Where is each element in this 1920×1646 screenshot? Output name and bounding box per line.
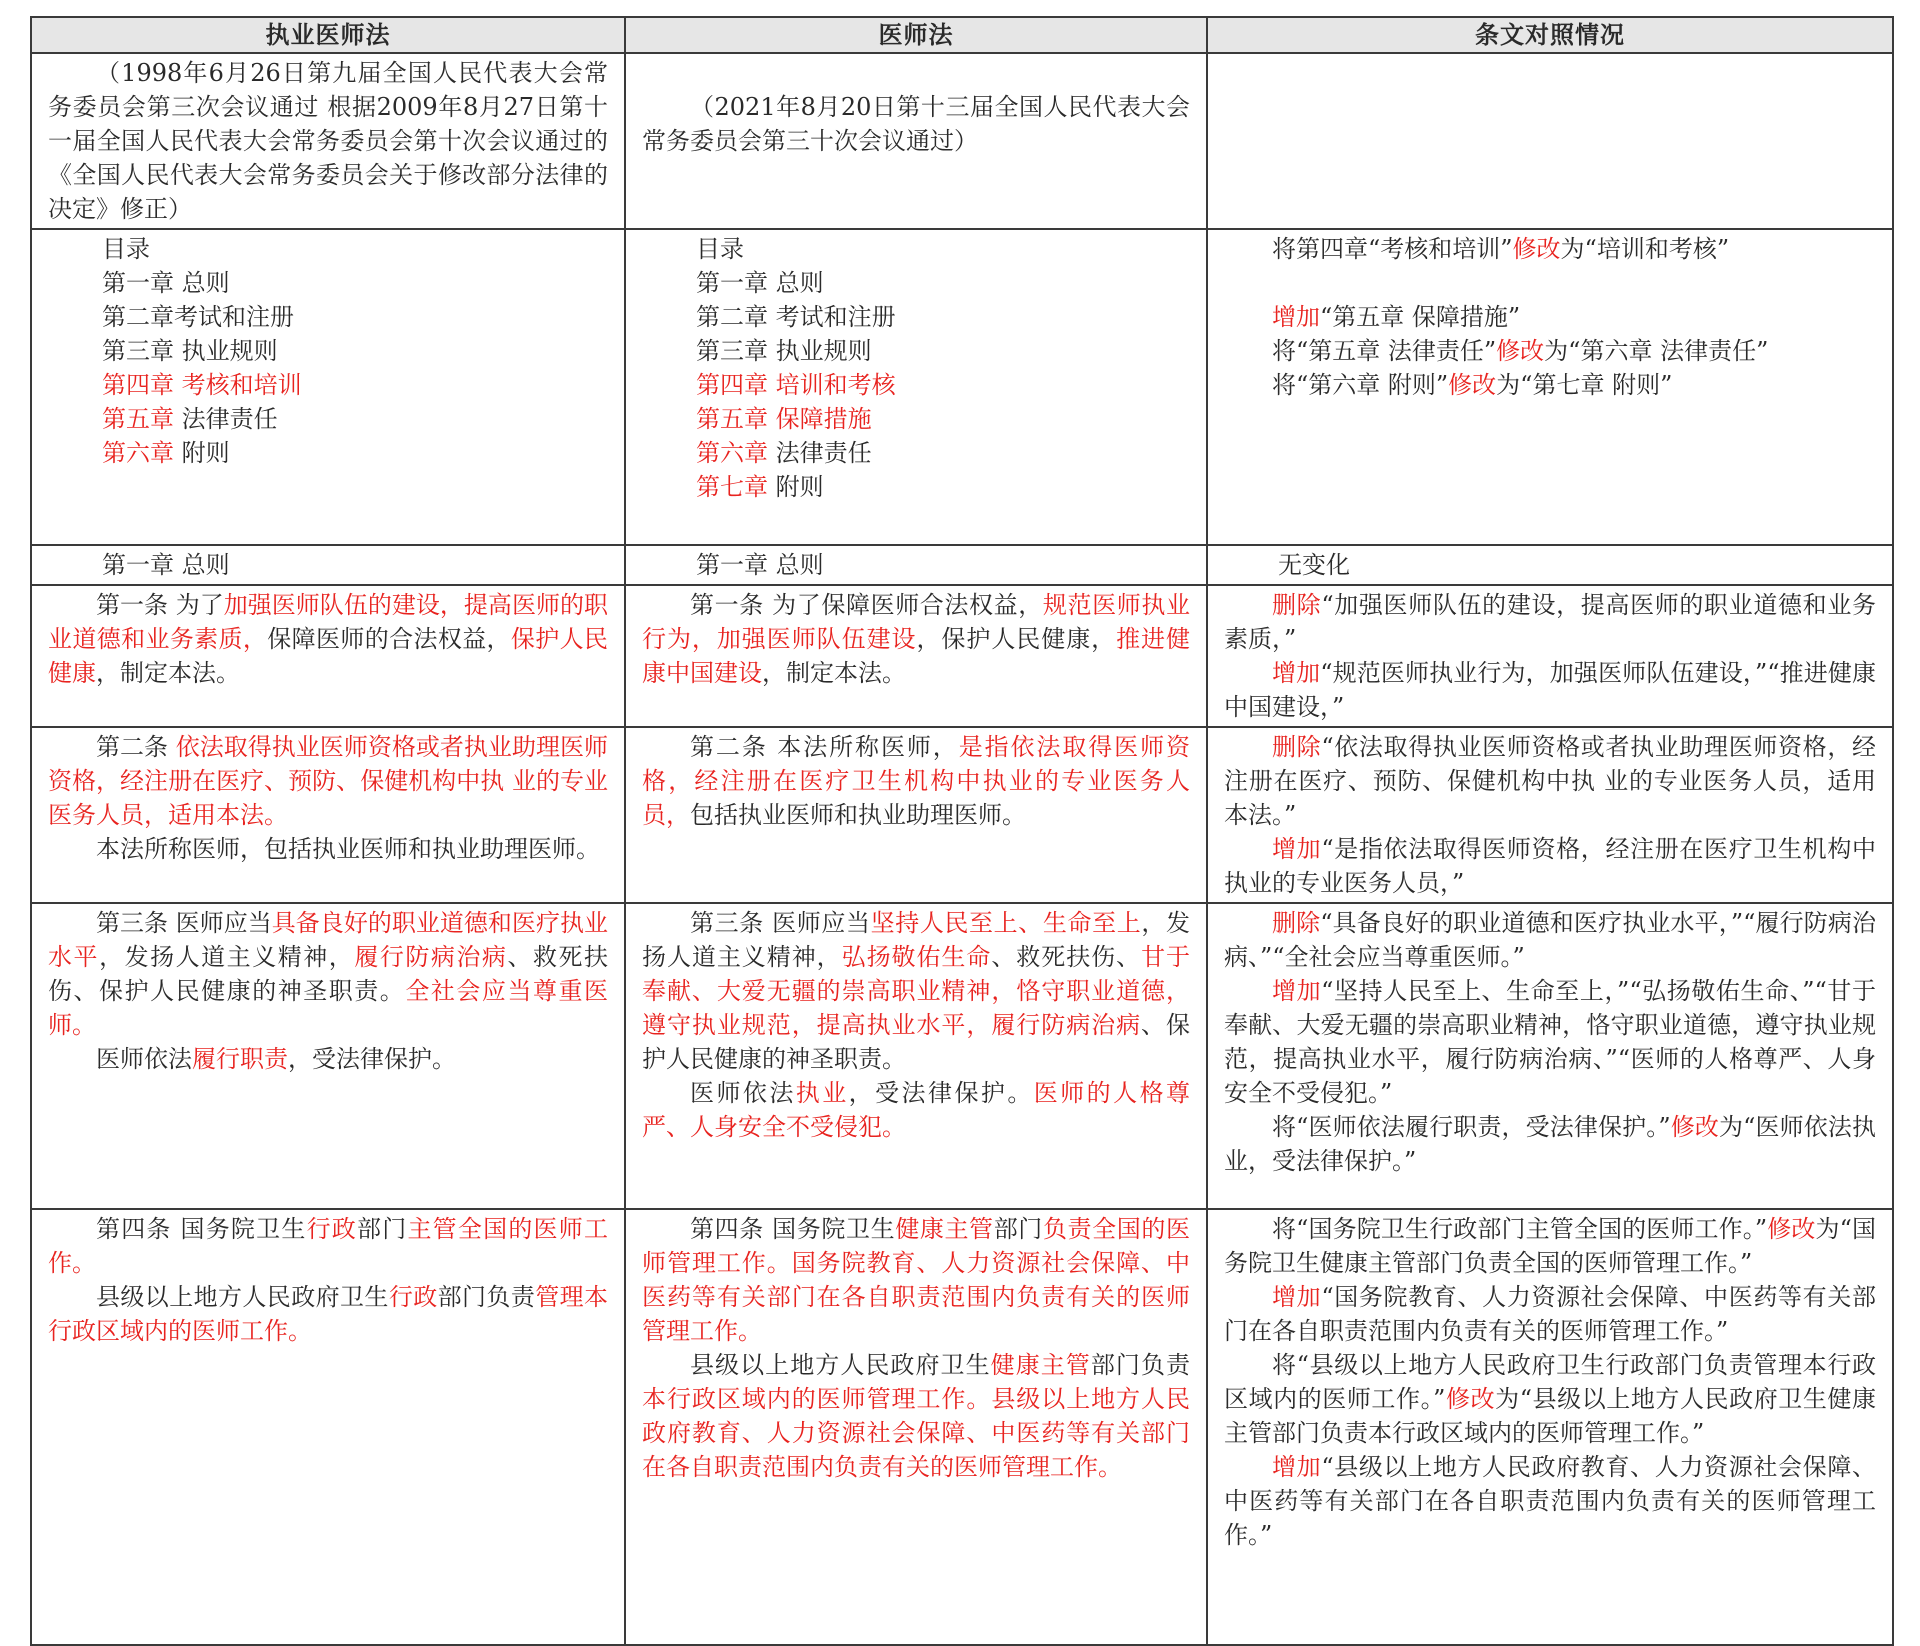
paragraph <box>48 334 608 368</box>
text-segment: 第三条 医师应当 <box>96 909 272 937</box>
highlighted-text: 第六章 <box>696 439 768 467</box>
highlighted-text: 加强医师队伍的建设，提高医师的职业道德和业务素质， <box>48 591 608 653</box>
highlighted-text: 删除 <box>1272 733 1322 761</box>
text-segment: 医师依法 <box>690 1079 796 1107</box>
highlighted-text: 修改 <box>1496 337 1545 365</box>
highlighted-text: 增加 <box>1272 977 1322 1005</box>
text-segment: 为“县级以上地方人民政府卫生健康主管部门负责本行政区域内的医师管理工作。” <box>1224 1385 1876 1447</box>
text-segment: 县级以上地方人民政府卫生 <box>690 1351 991 1379</box>
comparison-cell <box>1207 1209 1893 1645</box>
highlighted-text: 弘扬敬佑生命 <box>841 943 992 971</box>
text-segment: 第四条 国务院卫生 <box>690 1215 896 1243</box>
text-segment: 第三章 执业规则 <box>696 337 872 365</box>
highlighted-text: 管理本行政区域内的医师工作。 <box>48 1283 609 1345</box>
paragraph <box>642 402 1190 436</box>
text-segment: 医师依法 <box>96 1045 192 1073</box>
highlighted-text: 增加 <box>1272 659 1321 687</box>
text-segment: “坚持人民至上、生命至上，”“弘扬敬佑生命、”“甘于奉献、大爱无疆的崇高职业精神，恪守职业道德，遵守执业规范，提高执业水平，履行防病治病、”“医师的人格尊严、人身安全不受侵犯。” <box>1224 977 1876 1107</box>
paragraph <box>48 300 608 334</box>
paragraph <box>642 588 1190 690</box>
table-body <box>31 53 1893 1645</box>
text-segment: 、救死扶伤、保护人民健康的神圣职责。 <box>48 943 609 1005</box>
text-segment: 将“国务院卫生行政部门主管全国的医师工作。” <box>1272 1215 1768 1243</box>
text-segment: ，保护人民健康， <box>916 625 1117 653</box>
text-segment: 第三章 执业规则 <box>102 337 278 365</box>
old-law-cell <box>31 229 625 545</box>
highlighted-text: 删除 <box>1272 909 1321 937</box>
text-segment: 第一章 总则 <box>102 551 230 579</box>
paragraph <box>642 436 1190 470</box>
paragraph <box>642 368 1190 402</box>
text-segment: “规范医师执业行为，加强医师队伍建设，”“推进健康中国建设，” <box>1224 659 1877 721</box>
paragraph <box>642 1076 1190 1144</box>
text-segment: 第一条 为了 <box>96 591 224 619</box>
text-segment: 部门负责 <box>1090 1351 1191 1379</box>
text-segment: 为“医师依法执业，受法律保护。” <box>1224 1113 1877 1175</box>
paragraph <box>1224 548 1876 582</box>
old-law-cell <box>31 545 625 585</box>
paragraph <box>642 906 1190 1076</box>
text-segment: 本法所称医师，包括执业医师和执业助理医师。 <box>96 835 600 863</box>
text-segment: 为“第七章 附则” <box>1496 371 1673 399</box>
text-segment: ，发扬人道主义精神， <box>642 909 1190 971</box>
text-segment: 法律责任 <box>768 439 872 467</box>
highlighted-text: 修改 <box>1767 1215 1816 1243</box>
paragraph <box>48 588 608 690</box>
new-law-cell <box>625 53 1207 229</box>
text-segment: “县级以上地方人民政府教育、人力资源社会保障、中医药等有关部门在各自职责范围内负责有关的医师管理工作。” <box>1224 1453 1876 1549</box>
comparison-cell <box>1207 545 1893 585</box>
paragraph <box>48 1042 608 1076</box>
highlighted-text: 甘于奉献、大爱无疆的崇高职业精神，恪守职业道德，遵守执业规范，提高执业水平，履行防病治病 <box>642 943 1191 1039</box>
paragraph <box>1224 1212 1876 1280</box>
text-segment: “具备良好的职业道德和医疗执业水平，”“履行防病治病、”“全社会应当尊重医师。” <box>1224 909 1877 971</box>
paragraph <box>1224 730 1876 832</box>
highlighted-text: 医师的人格尊严、人身安全不受侵犯。 <box>642 1079 1191 1141</box>
paragraph <box>1224 832 1876 900</box>
paragraph <box>48 1212 608 1280</box>
text-segment: 第一章 总则 <box>102 269 230 297</box>
row-article-4 <box>31 1209 1893 1645</box>
paragraph <box>642 1212 1190 1348</box>
highlighted-text: 第四章 考核和培训 <box>102 371 302 399</box>
row-enactment <box>31 53 1893 229</box>
text-segment: 、保护人民健康的神圣职责。 <box>642 1011 1190 1073</box>
highlighted-text: 修改 <box>1445 1385 1496 1413</box>
text-segment: 第二条 本法所称医师， <box>690 733 959 761</box>
text-segment: 保障医师的合法权益， <box>267 625 511 653</box>
paragraph <box>48 906 608 1042</box>
text-segment: 、救死扶伤、 <box>991 943 1142 971</box>
header-old-law: 执业医师法 <box>31 17 625 53</box>
text-segment: 第二条 <box>96 733 176 761</box>
highlighted-text: 坚持人民至上、生命至上 <box>870 909 1142 937</box>
text-segment: 将“第五章 法律责任” <box>1272 337 1497 365</box>
paragraph <box>1224 656 1876 724</box>
highlighted-text: 修改 <box>1512 235 1561 263</box>
row-article-1 <box>31 585 1893 727</box>
old-law-cell <box>31 727 625 903</box>
text-segment: ，制定本法。 <box>96 659 240 687</box>
text-segment: 部门负责 <box>437 1283 536 1311</box>
text-segment: “国务院教育、人力资源社会保障、中医药等有关部门在各自职责范围内负责有关的医师管理工作。” <box>1224 1283 1876 1345</box>
text-segment: 部门 <box>357 1215 408 1243</box>
highlighted-text: 第七章 <box>696 473 768 501</box>
paragraph <box>642 1348 1190 1484</box>
paragraph <box>1224 1348 1876 1450</box>
comparison-cell <box>1207 903 1893 1209</box>
paragraph <box>48 232 608 266</box>
new-law-cell <box>625 903 1207 1209</box>
new-law-cell <box>625 229 1207 545</box>
old-law-cell <box>31 1209 625 1645</box>
highlighted-text: 增加 <box>1272 303 1320 331</box>
paragraph <box>642 90 1190 158</box>
old-law-cell <box>31 585 625 727</box>
new-law-cell <box>625 727 1207 903</box>
text-segment: 第二章考试和注册 <box>102 303 294 331</box>
highlighted-text: 第五章 保障措施 <box>696 405 872 433</box>
text-segment: “依法取得执业医师资格或者执业助理医师资格，经注册在医疗、预防、保健机构中执 业的专业医务人员，适用本法。” <box>1224 733 1876 829</box>
text-segment: 第一章 总则 <box>696 269 824 297</box>
text-segment: （1998年6月26日第九届全国人民代表大会常务委员会第三次会议通过 根据2009年8月27日第十一届全国人民代表大会常务委员会第十次会议通过的《全国人民代表大会常务委员会关于修改部分法律的决定》修正） <box>48 59 608 223</box>
comparison-cell <box>1207 585 1893 727</box>
row-chapter-one <box>31 545 1893 585</box>
row-toc <box>31 229 1893 545</box>
paragraph <box>48 730 608 832</box>
highlighted-text: 依法取得执业医师资格或者执业助理医师资格，经注册在医疗、预防、保健机构中执 业的专业医务人员，适用本法。 <box>48 733 608 829</box>
text-segment: 县级以上地方人民政府卫生 <box>96 1283 389 1311</box>
text-segment: 无变化 <box>1278 551 1350 579</box>
paragraph <box>1224 300 1876 334</box>
header-comparison: 条文对照情况 <box>1207 17 1893 53</box>
comparison-cell <box>1207 727 1893 903</box>
text-segment: “加强医师队伍的建设，提高医师的职业道德和业务素质，” <box>1224 591 1876 653</box>
paragraph <box>48 436 608 470</box>
text-segment: 目录 <box>102 235 150 263</box>
text-segment: 将第四章“考核和培训” <box>1272 235 1513 263</box>
header-new-law: 医师法 <box>625 17 1207 53</box>
highlighted-text: 行政 <box>388 1283 438 1311</box>
text-segment: “是指依法取得医师资格，经注册在医疗卫生机构中执业的专业医务人员，” <box>1224 835 1876 897</box>
highlighted-text: 主管全国的医师工作。 <box>48 1215 608 1277</box>
text-segment: 第一章 总则 <box>696 551 824 579</box>
highlighted-text: 执业 <box>795 1079 849 1107</box>
text-segment: 为“培训和考核” <box>1560 235 1730 263</box>
highlighted-text: 修改 <box>1670 1113 1719 1141</box>
paragraph <box>642 56 1190 90</box>
header-row <box>31 17 1893 53</box>
highlighted-text: 健康主管 <box>895 1215 994 1243</box>
text-segment: 法律责任 <box>174 405 278 433</box>
text-segment: 第三条 医师应当 <box>690 909 871 937</box>
text-segment: 第二章 考试和注册 <box>696 303 896 331</box>
highlighted-text: 增加 <box>1272 835 1322 863</box>
text-segment: ，受法律保护。 <box>288 1045 456 1073</box>
paragraph <box>642 232 1190 266</box>
paragraph <box>1224 588 1876 656</box>
text-segment: （2021年8月20日第十三届全国人民代表大会常务委员会第三十次会议通过） <box>642 93 1190 155</box>
highlighted-text: 第四章 培训和考核 <box>696 371 896 399</box>
highlighted-text: 负责全国的医师管理工作。国务院教育、人力资源社会保障、中医药等有关部门在各自职责范围内负责有关的医师管理工作。 <box>642 1215 1191 1345</box>
paragraph <box>642 334 1190 368</box>
text-segment: 附则 <box>174 439 230 467</box>
paragraph <box>48 832 608 866</box>
paragraph <box>642 470 1190 504</box>
paragraph <box>642 730 1190 832</box>
paragraph <box>1224 1280 1876 1348</box>
paragraph <box>1224 906 1876 974</box>
text-segment: 为“第六章 法律责任” <box>1544 337 1769 365</box>
new-law-cell <box>625 585 1207 727</box>
text-segment: ，制定本法。 <box>762 659 906 687</box>
row-article-2 <box>31 727 1893 903</box>
paragraph <box>1224 266 1876 300</box>
highlighted-text: 保护人民健康 <box>48 625 609 687</box>
old-law-cell <box>31 903 625 1209</box>
highlighted-text: 删除 <box>1272 591 1322 619</box>
text-segment: 将“医师依法履行职责，受法律保护。” <box>1272 1113 1671 1141</box>
text-segment: 第四条 国务院卫生 <box>96 1215 307 1243</box>
highlighted-text: 是指依法取得医师资格，经注册在医疗卫生机构中执业的专业医务人员， <box>642 733 1190 829</box>
highlighted-text: 第六章 <box>102 439 174 467</box>
text-segment: “第五章 保障措施” <box>1320 303 1521 331</box>
paragraph <box>1224 368 1876 402</box>
comparison-cell <box>1207 229 1893 545</box>
text-segment: 为“国务院卫生健康主管部门负责全国的医师管理工作。” <box>1224 1215 1876 1277</box>
highlighted-text: 增加 <box>1272 1283 1322 1311</box>
paragraph <box>48 1280 608 1348</box>
highlighted-text: 履行职责 <box>192 1045 288 1073</box>
text-segment: ，发扬人道主义精神， <box>99 943 355 971</box>
paragraph <box>48 266 608 300</box>
text-segment: 部门 <box>993 1215 1043 1243</box>
highlighted-text: 第五章 <box>102 405 174 433</box>
highlighted-text: 行政 <box>306 1215 358 1243</box>
highlighted-text: 推进健康中国建设 <box>642 625 1191 687</box>
comparison-cell <box>1207 53 1893 229</box>
paragraph <box>48 402 608 436</box>
highlighted-text: 具备良好的职业道德和医疗执业水平 <box>48 909 608 971</box>
highlighted-text: 规范医师执业行为，加强医师队伍建设 <box>642 591 1190 653</box>
text-segment: 第一条 为了保障医师合法权益， <box>690 591 1043 619</box>
paragraph <box>1224 1110 1876 1178</box>
law-comparison-table <box>30 16 1894 1646</box>
new-law-cell <box>625 1209 1207 1645</box>
row-article-3 <box>31 903 1893 1209</box>
highlighted-text: 增加 <box>1272 1453 1322 1481</box>
highlighted-text: 本行政区域内的医师管理工作。县级以上地方人民政府教育、人力资源社会保障、中医药等有关部门在各自职责范围内负责有关的医师管理工作。 <box>642 1385 1190 1481</box>
text-segment: 包括执业医师和执业助理医师。 <box>690 801 1026 829</box>
paragraph <box>48 56 608 226</box>
text-segment: 将“县级以上地方人民政府卫生行政部门负责管理本行政区域内的医师工作。” <box>1224 1351 1876 1413</box>
text-segment: ，受法律保护。 <box>848 1079 1034 1107</box>
paragraph <box>48 368 608 402</box>
highlighted-text: 修改 <box>1448 371 1497 399</box>
paragraph <box>48 548 608 582</box>
highlighted-text: 健康主管 <box>990 1351 1091 1379</box>
text-segment: 目录 <box>696 235 744 263</box>
new-law-cell <box>625 545 1207 585</box>
text-segment: 将“第六章 附则” <box>1272 371 1449 399</box>
paragraph <box>642 300 1190 334</box>
old-law-cell <box>31 53 625 229</box>
text-segment: 附则 <box>768 473 824 501</box>
paragraph <box>642 266 1190 300</box>
highlighted-text: 全社会应当尊重医师。 <box>48 977 609 1039</box>
paragraph <box>642 548 1190 582</box>
paragraph <box>1224 974 1876 1110</box>
paragraph <box>1224 232 1876 266</box>
paragraph <box>1224 1450 1876 1552</box>
highlighted-text: 履行防病治病 <box>354 943 508 971</box>
paragraph <box>1224 334 1876 368</box>
